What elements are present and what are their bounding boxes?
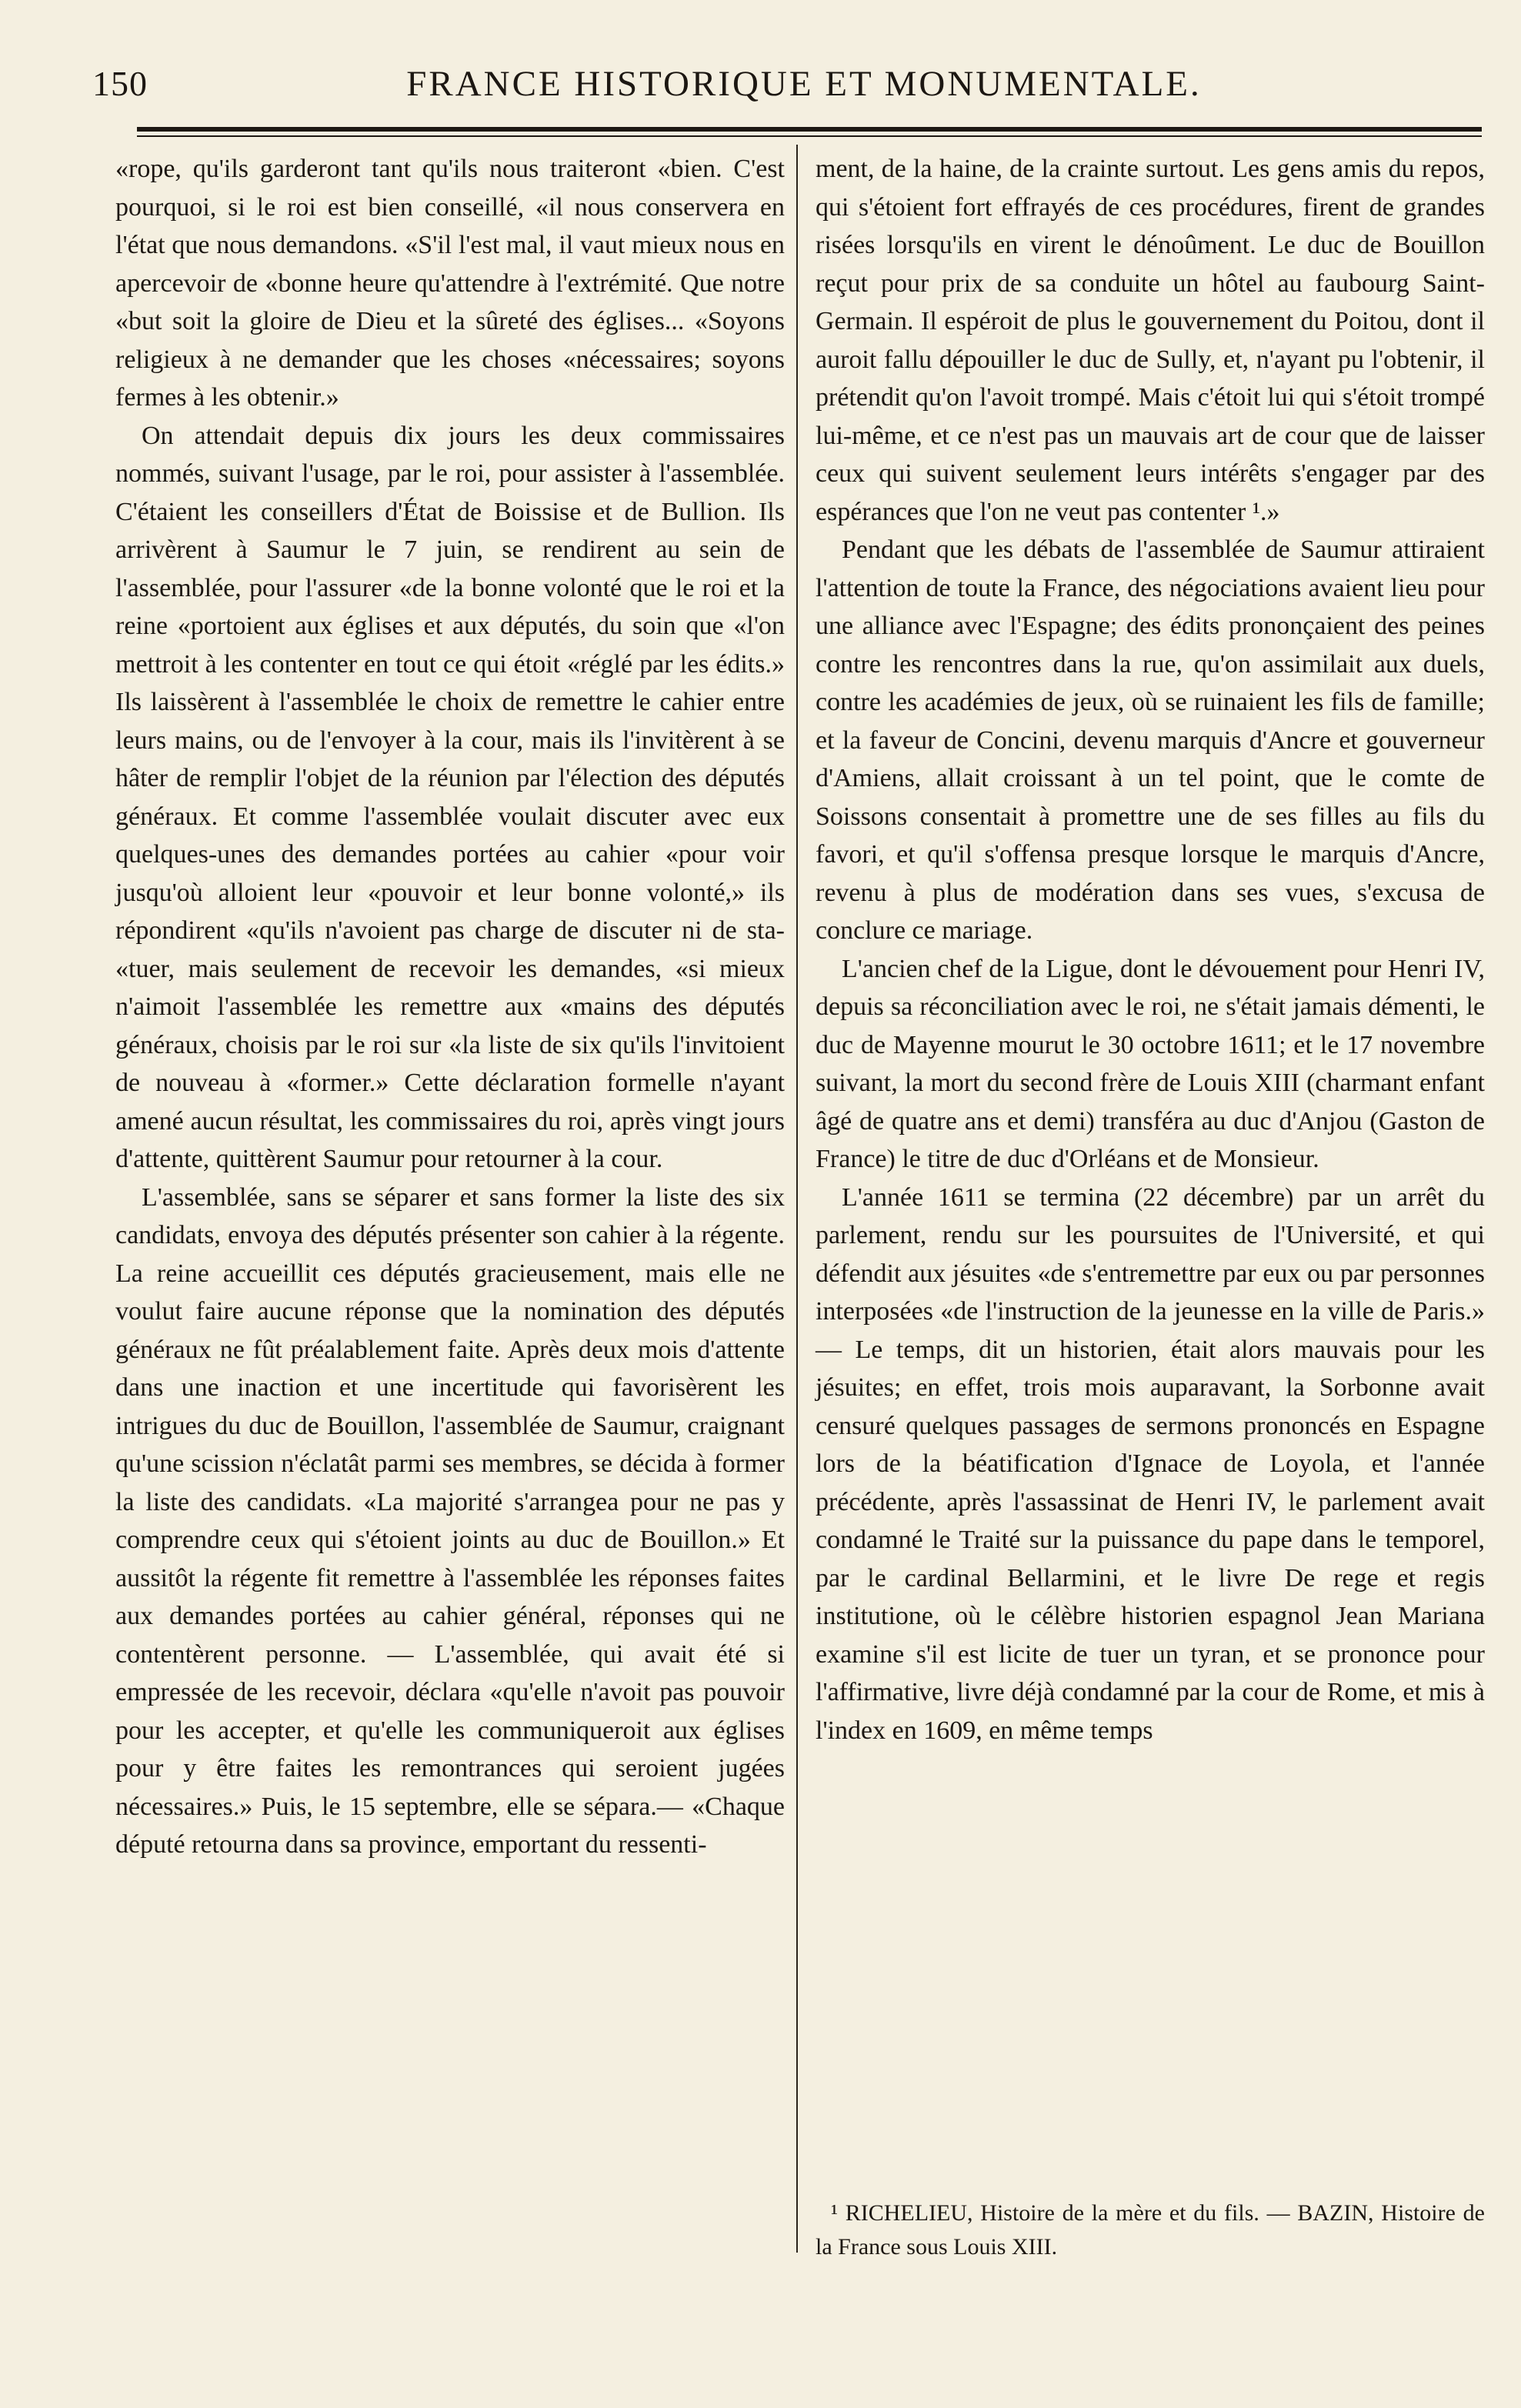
header-rule-thick [137,127,1482,132]
paragraph: L'ancien chef de la Ligue, dont le dévouement pour Henri IV, depuis sa réconciliation avec le roi, ne s'était jamais démenti, le duc de Mayenne mourut le 30 octobre 1611; et le 17 novembre suivant, la mort du second frère de Louis XIII (charmant enfant âgé de quatre ans et demi) transféra au duc d'Anjou (Gaston de France) le titre de duc d'Orléans et de Monsieur. [816,954,1485,1173]
paragraph: Pendant que les débats de l'assemblée de Saumur attiraient l'attention de toute la France, des négociations avaient lieu pour une alliance avec l'Espagne; des édits prononçaient des peines contre les rencontres dans la rue, qu'on assimilait aux duels, contre les académies de jeux, où se ruinaient les fils de famille; et la faveur de Concini, devenu marquis d'Ancre et gouverneur d'Amiens, allait croissant à un tel point, que le comte de Soissons consentait à promettre une de ses filles au fils du favori, et qu'il s'offensa presque lorsque le marquis d'Ancre, revenu à plus de modération dans ses vues, s'excusa de conclure ce mariage. [816,535,1485,945]
running-title: FRANCE HISTORIQUE ET MONUMENTALE. [406,64,1202,104]
column-divider [796,145,798,2253]
footnote: ¹ RICHELIEU, Histoire de la mère et du fils. — BAZIN, Histoire de la France sous Louis XIII. [816,2200,1485,2260]
left-column [115,150,785,1864]
page-number: 150 [92,64,148,103]
paragraph: ment, de la haine, de la crainte surtout. Les gens amis du repos, qui s'étoient fort effrayés de ces procédures, firent de grandes risées lorsqu'ils en virent le dénoûment. Le duc de Bouillon reçut pour prix de sa conduite un hôtel au faubourg Saint-Germain. Il espéroit de plus le gouvernement du Poitou, dont il auroit fallu dépouiller le duc de Sully, et, n'ayant pu l'obtenir, il prétendit qu'on l'avoit trompé. Mais c'étoit lui qui s'étoit trompé lui-même, et ce n'est pas un mauvais art de cour que de laisser ceux qui suivent seulement leurs intérêts s'engager par des espérances que l'on ne veut pas contenter ¹.» [816,155,1485,526]
page-header [92,63,1485,109]
paragraph: «rope, qu'ils garderont tant qu'ils nous traiteront «bien. C'est pourquoi, si le roi est bien conseillé, «il nous conservera en l'état que nous demandons. «S'il l'est mal, il vaut mieux nous en apercevoir de «bonne heure qu'attendre à l'extrémité. Que notre «but soit la gloire de Dieu et la sûreté des églises... «Soyons religieux à ne demander que les choses «nécessaires; soyons fermes à les obtenir.» [115,155,785,412]
paragraph: L'année 1611 se termina (22 décembre) par un arrêt du parlement, rendu sur les poursuites de l'Université, et qui défendit aux jésuites «de s'entremettre par eux ou par personnes interposées «de l'instruction de la jeunesse en la ville de Paris.» — Le temps, dit un historien, était alors mauvais pour les jésuites; en effet, trois mois auparavant, la Sorbonne avait censuré quelques passages de sermons prononcés en Espagne lors de la béatification d'Ignace de Loyola, et l'année précédente, après l'assassinat de Henri IV, le parlement avait condamné le Traité sur la puissance du pape dans le temporel, par le cardinal Bellarmini, et le livre De rege et regis institutione, où le célèbre historien espagnol Jean Mariana examine s'il est licite de tuer un tyran, et se prononce pour l'affirmative, livre déjà condamné par la cour de Rome, et mis à l'index en 1609, en même temps [816,1182,1485,1745]
header-rule-thin [137,135,1482,137]
paragraph: L'assemblée, sans se séparer et sans former la liste des six candidats, envoya des députés présenter son cahier à la régente. La reine accueillit ces députés gracieusement, mais elle ne voulut faire aucune réponse que la nomination des députés généraux ne fût préalablement faite. Après deux mois d'attente dans une inaction et une incertitude qui favorisèrent les intrigues du duc de Bouillon, l'assemblée de Saumur, craignant qu'une scission n'éclatât parmi ses membres, se décida à former la liste des candidats. «La majorité s'arrangea pour ne pas y comprendre ceux qui s'étoient joints au duc de Bouillon.» Et aussitôt la régente fit remettre à l'assemblée les réponses faites aux demandes portées au cahier général, réponses qui ne contentèrent personne. — L'assemblée, qui avait été si empressée de les recevoir, déclara «qu'elle n'avoit pas pouvoir pour les accepter, et qu'elle les communiqueroit aux églises pour y être faites les remontrances qui seroient jugées nécessaires.» Puis, le 15 septembre, elle se sépara.— «Chaque député retourna dans sa province, emportant du ressenti- [115,1182,785,1859]
paragraph: On attendait depuis dix jours les deux commissaires nommés, suivant l'usage, par le roi, pour assister à l'assemblée. C'étaient les conseillers d'État de Boissise et de Bullion. Ils arrivèrent à Saumur le 7 juin, se rendirent au sein de l'assemblée, pour l'assurer «de la bonne volonté que le roi et la reine «portoient aux églises et aux députés, du soin que «l'on mettroit à les contenter en tout ce qui étoit «réglé par les édits.» Ils laissèrent à l'assemblée le choix de remettre le cahier entre leurs mains, ou de l'envoyer à la cour, mais ils l'invitèrent à se hâter de remplir l'objet de la réunion par l'élection des députés généraux. Et comme l'assemblée voulait discuter avec eux quelques-unes des demandes portées au cahier «pour voir jusqu'où alloient leur «pouvoir et leur bonne volonté,» ils répondirent «qu'ils n'avoient pas charge de discuter ni de sta- «tuer, mais seulement de recevoir les demandes, «si mieux n'aimoit l'assemblée les remettre aux «mains des députés généraux, choisis par le roi sur «la liste de six qu'ils l'invitoient de nouveau à «former.» Cette déclaration formelle n'ayant amené aucun résultat, les commissaires du roi, après vingt jours d'attente, quittèrent Saumur pour retourner à la cour. [115,421,785,1173]
right-column [816,150,1485,1749]
